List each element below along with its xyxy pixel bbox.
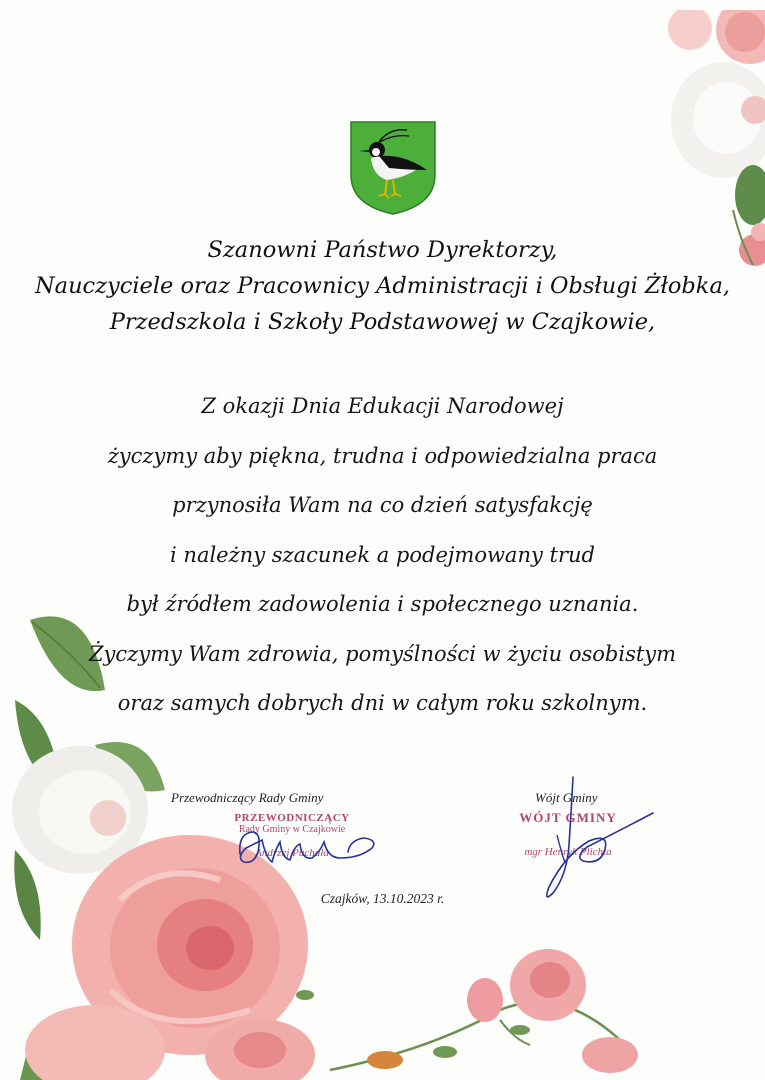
greeting-line: był źródłem zadowolenia i społecznego uznania. xyxy=(126,592,639,616)
left-signatory-title: Przewodniczący Rady Gminy xyxy=(171,790,324,805)
salutation xyxy=(30,232,735,340)
left-handwritten-signature xyxy=(232,818,380,870)
greeting-line: oraz samych dobrych dni w całym roku szkolnym. xyxy=(117,691,648,715)
left-stamp-line-2: Rady Gminy w Czajkowie xyxy=(238,824,346,835)
place-and-date: Czajków, 13.10.2023 r. xyxy=(320,891,445,906)
right-signatory-title: Wójt Gminy xyxy=(535,790,598,805)
left-stamp-line-3: Andrzej Puchała xyxy=(255,847,329,859)
salutation-line-2: Nauczyciele oraz Pracownicy Administracji i Obsługi Żłobka, xyxy=(34,273,731,299)
right-handwritten-signature xyxy=(505,775,655,905)
left-stamp-line-1: PRZEWODNICZĄCY xyxy=(234,812,350,824)
salutation-line-3: Przedszkola i Szkoły Podstawowej w Czajkowie, xyxy=(109,309,656,335)
greeting-line: życzymy aby piękna, trudna i odpowiedzialna praca xyxy=(107,443,658,468)
greeting-body xyxy=(60,382,705,729)
greeting-line: i należny szacunek a podejmowany trud xyxy=(170,542,595,567)
greeting-line: Z okazji Dnia Edukacji Narodowej xyxy=(201,394,564,418)
right-stamp-line-2: mgr Henryk Plichta xyxy=(524,846,612,858)
salutation-line-1: Szanowni Państwo Dyrektorzy, xyxy=(207,237,558,263)
greeting-line: przynosiła Wam na co dzień satysfakcję xyxy=(172,493,593,517)
lapwing-coat-of-arms-icon xyxy=(349,120,437,216)
greeting-line: Życzymy Wam zdrowia, pomyślności w życiu osobistym xyxy=(88,641,677,666)
right-stamp-line-1: WÓJT GMINY xyxy=(519,810,617,825)
